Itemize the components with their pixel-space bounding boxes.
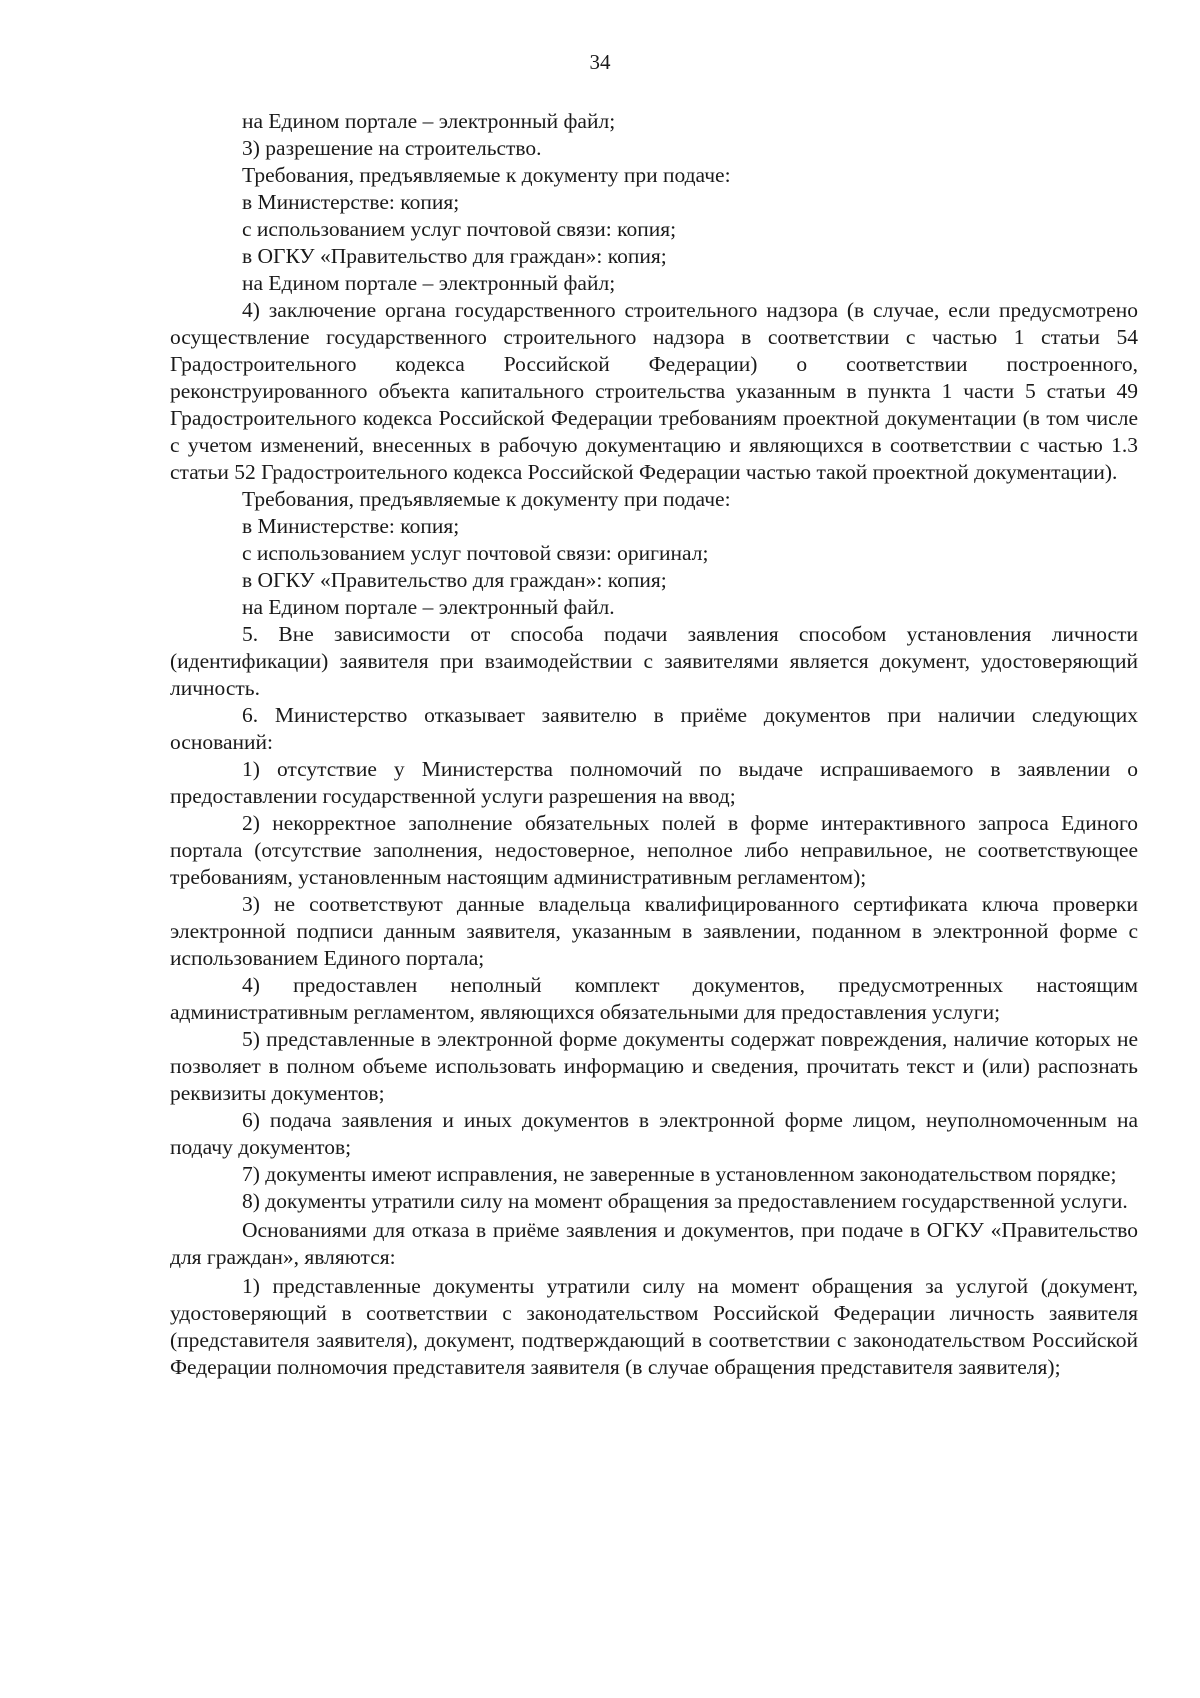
paragraph: 4) заключение органа государственного строительного надзора (в случае, если предусмотрено осуществление государственного строительного надзора в соответствии с частью 1 статьи 54 Градостроительного кодекса Российской Федерации) о соответствии построенного, реконструированного объекта капитального строительства указанным в пункта 1 части 5 статьи 49 Градостроительного кодекса Российской Федерации требованиям проектной документации (в том числе с учетом изменений, внесенных в рабочую документацию и являющихся в соответствии с частью 1.3 статьи 52 Градостроительного кодекса Российской Федерации частью такой проектной документации). — [170, 298, 1138, 484]
paragraph: 6) подача заявления и иных документов в электронной форме лицом, неуполномоченным на подачу документов; — [170, 1108, 1138, 1159]
paragraph: 5. Вне зависимости от способа подачи заявления способом установления личности (идентификации) заявителя при взаимодействии с заявителями является документ, удостоверяющий личность. — [170, 622, 1138, 700]
paragraph: 5) представленные в электронной форме документы содержат повреждения, наличие которых не позволяет в полном объеме использовать информацию и сведения, прочитать текст и (или) распознать реквизиты документов; — [170, 1027, 1138, 1105]
document-body — [170, 108, 1138, 1381]
text-line: на Едином портале – электронный файл; — [242, 109, 616, 133]
paragraph: 7) документы имеют исправления, не заверенные в установленном законодательством порядке; — [242, 1162, 1117, 1186]
text-line: с использованием услуг почтовой связи: копия; — [242, 217, 677, 241]
paragraph: 6. Министерство отказывает заявителю в приёме документов при наличии следующих оснований: — [170, 703, 1138, 754]
paragraph: Основаниями для отказа в приёме заявления и документов, при подаче в ОГКУ «Правительство для граждан», являются: — [170, 1218, 1138, 1269]
text-line: в ОГКУ «Правительство для граждан»: копия; — [242, 568, 667, 592]
paragraph: 8) документы утратили силу на момент обращения за предоставлением государственной услуги. — [242, 1189, 1128, 1213]
text-line: в Министерстве: копия; — [242, 514, 460, 538]
text-line: Требования, предъявляемые к документу при подаче: — [242, 487, 731, 511]
paragraph: 2) некорректное заполнение обязательных полей в форме интерактивного запроса Единого портала (отсутствие заполнения, недостоверное, неполное либо неправильное, не соответствующее требованиям, установленным настоящим административным регламентом); — [170, 811, 1138, 889]
paragraph: 3) не соответствуют данные владельца квалифицированного сертификата ключа проверки электронной подписи данным заявителя, указанным в заявлении, поданном в электронной форме с использованием Единого портала; — [170, 892, 1138, 970]
paragraph: 4) предоставлен неполный комплект документов, предусмотренных настоящим административным регламентом, являющихся обязательными для предоставления услуги; — [170, 973, 1138, 1024]
paragraph: 1) представленные документы утратили силу на момент обращения за услугой (документ, удостоверяющий в соответствии с законодательством Российской Федерации личность заявителя (представителя заявителя), документ, подтверждающий в соответствии с законодательством Российской Федерации полномочия представителя заявителя (в случае обращения представителя заявителя); — [170, 1274, 1138, 1379]
text-line: на Едином портале – электронный файл. — [242, 595, 615, 619]
text-line: на Едином портале – электронный файл; — [242, 271, 616, 295]
text-line: в Министерстве: копия; — [242, 190, 460, 214]
page-number: 34 — [589, 50, 611, 74]
text-line: с использованием услуг почтовой связи: оригинал; — [242, 541, 709, 565]
text-line: 3) разрешение на строительство. — [242, 136, 542, 160]
text-line: Требования, предъявляемые к документу при подаче: — [242, 163, 731, 187]
text-line: в ОГКУ «Правительство для граждан»: копия; — [242, 244, 667, 268]
paragraph: 1) отсутствие у Министерства полномочий по выдаче испрашиваемого в заявлении о предоставлении государственной услуги разрешения на ввод; — [170, 757, 1138, 808]
